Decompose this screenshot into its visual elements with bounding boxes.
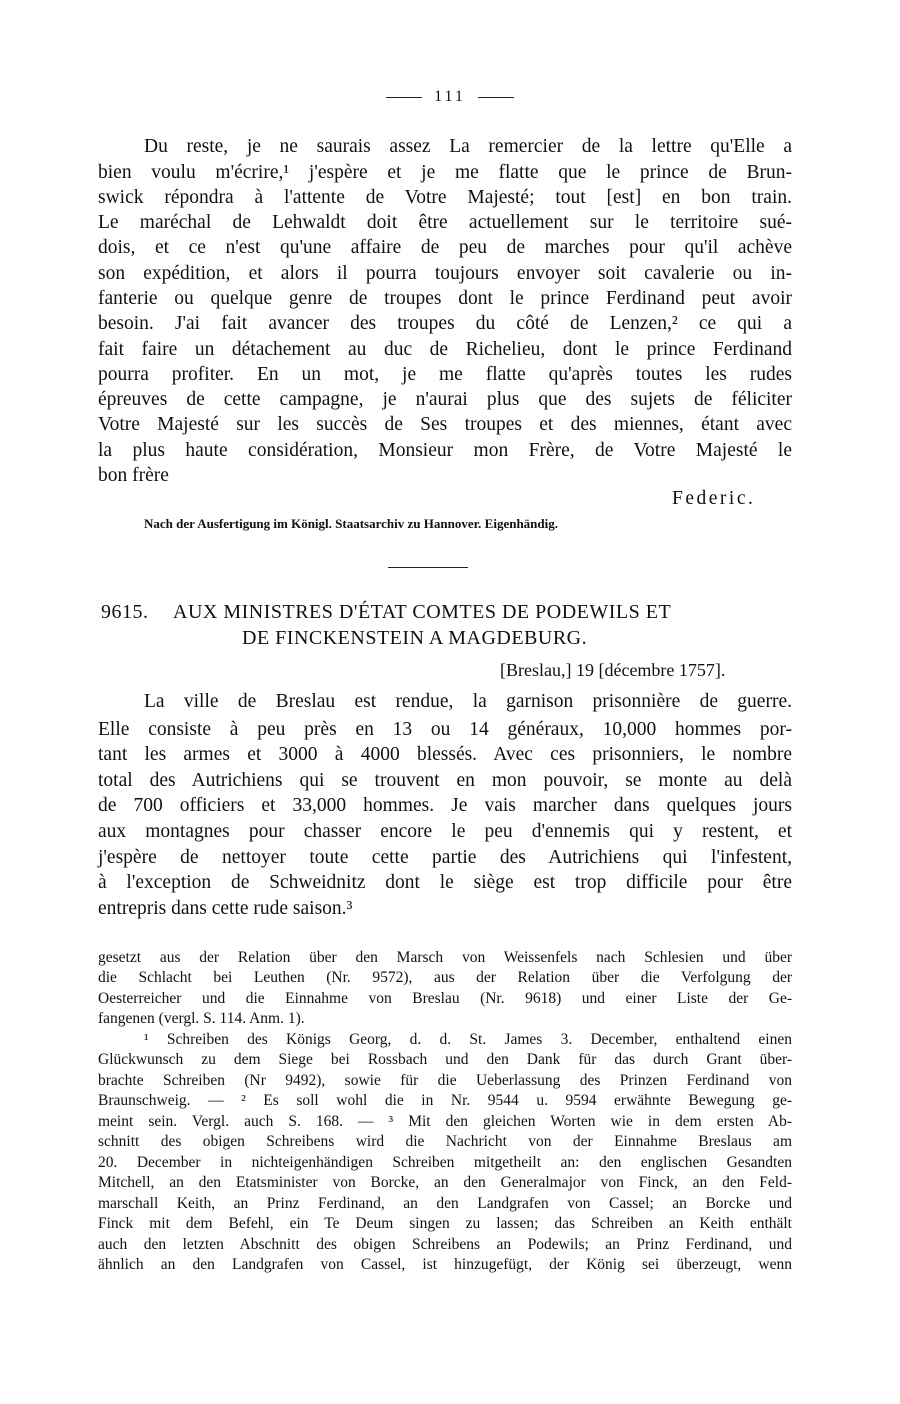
signature: Federic.	[672, 488, 756, 509]
letter2-line: de 700 officiers et 33,000 hommes. Je vais marcher dans quelques jours	[98, 795, 792, 816]
footnote-line: 20. December in nichteigenhändigen Schreiben mitgetheilt an: den englischen Gesandten	[98, 1154, 792, 1171]
letter-line: pourra profiter. En un mot, je me flatte qu'après toutes les rudes	[98, 364, 792, 385]
footnote-line: Finck mit dem Befehl, ein Te Deum singen zu lassen; das Schreiben an Keith enthält	[98, 1215, 792, 1232]
letter-line: Votre Majesté sur les succès de Ses troupes et des miennes, étant avec	[98, 414, 792, 435]
footnote-line: meint sein. Vergl. auch S. 168. — ³ Mit den gleichen Worten wie in dem ersten Ab-	[98, 1113, 792, 1130]
footnote-line: Mitchell, an den Etatsminister von Borcke, an den Generalmajor von Finck, an den Feld-	[98, 1174, 792, 1191]
footnote-line: auch den letzten Abschnitt des obigen Schreibens an Podewils; an Prinz Ferdinand, und	[98, 1236, 792, 1253]
page-number: 111	[434, 88, 466, 105]
page-header	[0, 88, 900, 106]
letter2-line: aux montagnes pour chasser encore le peu d'ennemis qui y restent, et	[98, 821, 792, 842]
footnote-line: die Schlacht bei Leuthen (Nr. 9572), aus der Relation über die Verfolgung der	[98, 969, 792, 986]
letter-line: son expédition, et alors il pourra toujours envoyer soit cavalerie ou in-	[98, 263, 792, 284]
letter-line: Du reste, je ne saurais assez La remercier de la lettre qu'Elle a	[144, 136, 792, 157]
letter-line: dois, et ce n'est qu'une affaire de peu de marches pour qu'il achève	[98, 237, 792, 258]
letter-line: swick répondra à l'attente de Votre Majesté; tout [est] en bon train.	[98, 187, 792, 208]
source-note: Nach der Ausfertigung im Königl. Staatsarchiv zu Hannover. Eigenhändig.	[144, 516, 559, 531]
letter2-line: Elle consiste à peu près en 13 ou 14 généraux, 10,000 hommes por-	[98, 719, 792, 740]
footnote-line: marschall Keith, an Prinz Ferdinand, an den Landgrafen von Cassel; an Borcke und	[98, 1195, 792, 1212]
section-divider	[388, 567, 468, 568]
footnote-line: ähnlich an den Landgrafen von Cassel, ist hinzugefügt, der König sei überzeugt, wenn	[98, 1256, 792, 1273]
letter-line: bien voulu m'écrire,¹ j'espère et je me flatte que le prince de Brun-	[98, 162, 792, 183]
footnote-line: ¹ Schreiben des Königs Georg, d. d. St. James 3. December, enthaltend einen	[144, 1031, 792, 1048]
letter-line: besoin. J'ai fait avancer des troupes du côté de Lenzen,² ce qui a	[98, 313, 792, 334]
letter-line: bon frère	[98, 465, 169, 486]
header-dash-right	[478, 97, 514, 98]
letter2-line: j'espère de nettoyer toute cette partie des Autrichiens qui l'infestent,	[98, 847, 792, 868]
footnote-line: brachte Schreiben (Nr 9492), sowie für die Ueberlassung des Prinzen Ferdinand von	[98, 1072, 792, 1089]
letter2-line: La ville de Breslau est rendue, la garnison prisonnière de guerre.	[144, 691, 792, 712]
footnote-line: schnitt des obigen Schreibens wird die Nachricht von der Einnahme Breslaus am	[98, 1133, 792, 1150]
letter-number: 9615.	[101, 601, 149, 623]
letter-line: la plus haute considération, Monsieur mon Frère, de Votre Majesté le	[98, 440, 792, 461]
title-line-1: AUX MINISTRES D'ÉTAT COMTES DE PODEWILS ET	[173, 601, 672, 623]
letter-line: épreuves de cette campagne, je n'aurai plus que des sujets de féliciter	[98, 389, 792, 410]
letter2-line: entrepris dans cette rude saison.³	[98, 898, 353, 919]
letter2-line: total des Autrichiens qui se trouvent en mon pouvoir, se monte au delà	[98, 770, 792, 791]
title-line-2: DE FINCKENSTEIN A MAGDEBURG.	[242, 627, 588, 649]
footnote-line: Glückwunsch zu dem Siege bei Rossbach und den Dank für das durch Grant über-	[98, 1051, 792, 1068]
letter2-line: à l'exception de Schweidnitz dont le siège est trop difficile pour être	[98, 872, 792, 893]
footnote-line: fangenen (vergl. S. 114. Anm. 1).	[98, 1010, 305, 1027]
footnote-line: Oesterreicher und die Einnahme von Breslau (Nr. 9618) und einer Liste der Ge-	[98, 990, 792, 1007]
letter2-line: tant les armes et 3000 à 4000 blessés. Avec ces prisonniers, le nombre	[98, 744, 792, 765]
letter-line: Le maréchal de Lehwaldt doit être actuellement sur le territoire sué-	[98, 212, 792, 233]
header-dash-left	[386, 97, 422, 98]
letter-line: fanterie ou quelque genre de troupes dont le prince Ferdinand peut avoir	[98, 288, 792, 309]
footnote-line: Braunschweig. — ² Es soll wohl die in Nr. 9544 u. 9594 erwähnte Bewegung ge-	[98, 1092, 792, 1109]
letter-date: [Breslau,] 19 [décembre 1757].	[500, 660, 726, 680]
footnote-line: gesetzt aus der Relation über den Marsch von Weissenfels nach Schlesien und über	[98, 949, 792, 966]
letter-line: fait faire un détachement au duc de Richelieu, dont le prince Ferdinand	[98, 339, 792, 360]
